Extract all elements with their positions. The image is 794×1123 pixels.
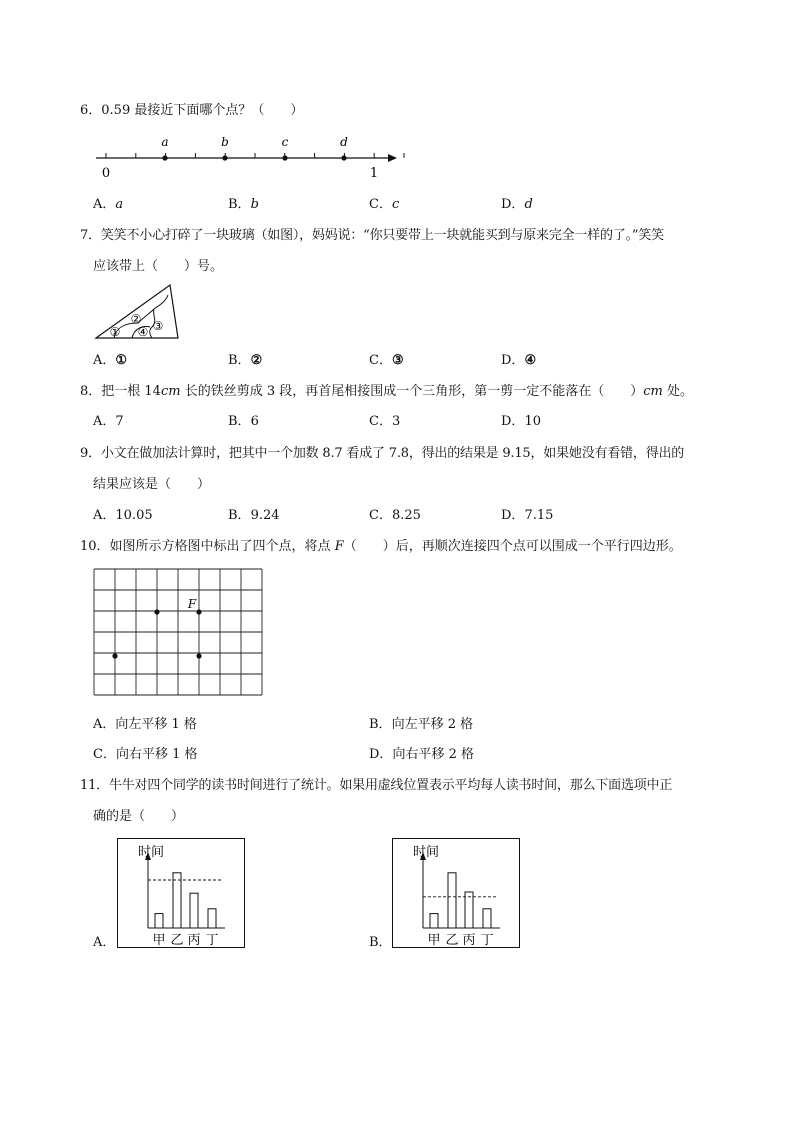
- q10-option-d[interactable]: D．向右平移 2 格: [369, 747, 474, 762]
- chart-b-category-label: 丁: [480, 933, 494, 948]
- q9-option-d[interactable]: D．7.15: [501, 508, 554, 523]
- q10-option-a[interactable]: A．向左平移 1 格: [93, 717, 197, 732]
- point-b-dot: [222, 155, 227, 160]
- piece-3-label: ③: [152, 319, 164, 333]
- q9-stem-line2: 结果应该是（ ）: [93, 477, 211, 492]
- q7-option-d[interactable]: D．④: [501, 353, 537, 368]
- q8-option-b[interactable]: B．6: [228, 414, 259, 429]
- chart-a-category-label: 乙: [170, 933, 184, 948]
- point-f-label: F: [187, 597, 197, 611]
- q9-option-b[interactable]: B．9.24: [228, 508, 280, 523]
- q8-option-c[interactable]: C．3: [369, 414, 401, 429]
- q7-stem-line2: 应该带上（ ）号。: [93, 259, 224, 274]
- q6-option-c[interactable]: C．c: [369, 197, 400, 212]
- q8-option-d[interactable]: D．10: [501, 414, 541, 429]
- bar-chart-a[interactable]: [117, 838, 245, 948]
- point-b-label: b: [221, 135, 229, 149]
- chart-b-category-label: 甲: [427, 933, 441, 948]
- q11-option-a[interactable]: A．: [93, 935, 116, 950]
- chart-a-bar-1: [155, 914, 163, 928]
- square-grid-figure: [93, 568, 265, 700]
- chart-a-ylabel: 时间: [137, 845, 165, 860]
- point-c-dot: [282, 155, 287, 160]
- axis-one-label: 1: [369, 166, 379, 181]
- point-a-dot: [162, 155, 167, 160]
- chart-b-bar-3: [465, 892, 473, 928]
- q6-option-d[interactable]: D．d: [501, 197, 533, 212]
- q6-option-b[interactable]: B．b: [228, 197, 259, 212]
- chart-b-category-label: 乙: [445, 933, 459, 948]
- chart-b-ylabel: 时间: [412, 845, 440, 860]
- q9-option-c[interactable]: C．8.25: [369, 508, 421, 523]
- q7-stem-line1: 7．笑笑不小心打碎了一块玻璃（如图），妈妈说：“你只要带上一块就能买到与原来完全一样的了。”笑笑: [80, 228, 664, 243]
- piece-2-label: ②: [130, 312, 142, 326]
- q10-stem: 10．如图所示方格图中标出了四个点，将点 F（ ）后，再顺次连接四个点可以围成一个平行四边形。: [80, 539, 682, 554]
- q11-stem-line1: 11．牛牛对四个同学的读书时间进行了统计。如果用虚线位置表示平均每人读书时间，那么下面选项中正: [80, 778, 673, 793]
- q10-option-c[interactable]: C．向右平移 1 格: [93, 747, 198, 762]
- q10-option-b[interactable]: B．向左平移 2 格: [369, 717, 474, 732]
- point-d-dot: [341, 155, 346, 160]
- q11-option-b[interactable]: B．: [369, 935, 392, 950]
- q7-option-b[interactable]: B．②: [228, 353, 263, 368]
- point-c-label: c: [281, 135, 289, 149]
- q7-option-c[interactable]: C．③: [369, 353, 404, 368]
- chart-a-category-label: 丁: [205, 933, 219, 948]
- q9-option-a[interactable]: A．10.05: [93, 508, 153, 523]
- point-a-label: a: [161, 135, 169, 149]
- chart-b-bar-2: [448, 873, 456, 928]
- q6-option-a[interactable]: A．a: [93, 197, 124, 212]
- chart-b-category-label: 丙: [462, 933, 476, 948]
- axis-zero-label: 0: [101, 166, 111, 181]
- q8-stem: 8．把一根 14cm 长的铁丝剪成 3 段，再首尾相接围成一个三角形，第一剪一定不能落在（ ）cm 处。: [80, 384, 693, 399]
- grid-point-2: [112, 653, 117, 658]
- chart-a-bar-2: [173, 873, 181, 928]
- q6-number-line: [88, 130, 408, 180]
- q9-stem-line1: 9．小文在做加法计算时，把其中一个加数 8.7 看成了 7.8，得出的结果是 9.15，如果她没有看错，得出的: [80, 446, 685, 461]
- grid-point-f: [196, 609, 201, 614]
- grid-point-1: [154, 609, 159, 614]
- chart-a-bar-3: [190, 893, 198, 928]
- chart-a-category-label: 丙: [187, 933, 201, 948]
- chart-b-bar-1: [430, 914, 438, 928]
- chart-a-bar-4: [208, 909, 216, 928]
- chart-a-category-label: 甲: [152, 933, 166, 948]
- point-d-label: d: [340, 135, 348, 149]
- broken-glass-figure: [94, 283, 184, 341]
- bar-chart-b[interactable]: [392, 838, 520, 948]
- chart-b-bar-4: [483, 909, 491, 928]
- grid-point-3: [196, 653, 201, 658]
- q8-option-a[interactable]: A．7: [93, 414, 124, 429]
- piece-4-label: ④: [137, 325, 149, 339]
- q6-stem: 6．0.59 最接近下面哪个点？（ ）: [80, 103, 304, 118]
- piece-1-label: ①: [109, 325, 121, 339]
- q11-stem-line2: 确的是（ ）: [93, 809, 185, 824]
- q7-option-a[interactable]: A．①: [93, 353, 128, 368]
